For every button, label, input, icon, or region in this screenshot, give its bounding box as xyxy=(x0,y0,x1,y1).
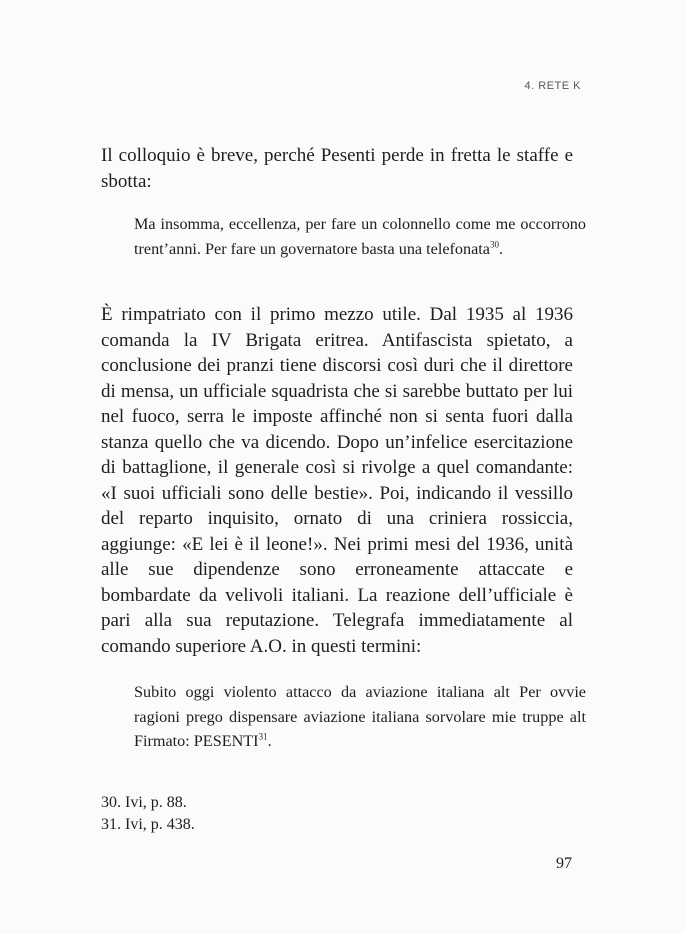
quote-2-text: Subito oggi violento attacco da aviazione italiana alt Per ovvie ragioni prego dispensare aviazione italiana sorvolare mie truppe alt Firmato: PESENTI xyxy=(134,683,586,750)
footnotes xyxy=(101,792,195,836)
running-header: 4. RETE K xyxy=(524,80,581,92)
quote-1-end: . xyxy=(498,239,504,258)
paragraph-1: Il colloquio è breve, perché Pesenti perde in fretta le staffe e sbotta: xyxy=(101,145,573,192)
footnote-30: 30. Ivi, p. 88. xyxy=(101,794,187,811)
quote-2-end: . xyxy=(267,732,272,750)
footnote-ref-30: 30 xyxy=(489,239,499,250)
footnote-ref-31: 31 xyxy=(258,731,268,742)
quote-1-text: Ma insomma, eccellenza, per fare un colonnello come me occorrono trent’anni. Per fare un governatore basta una telefonata xyxy=(134,215,586,258)
paragraph-2: È rimpatriato con il primo mezzo utile. Dal 1935 al 1936 comanda la IV Brigata eritrea. Antifascista spietato, a conclusione dei pranzi tiene discorsi così duri che il direttore di mensa, un ufficiale squadrista che si sarebbe buttato per lui nel fuoco, serra le imposte affinché non si senta fuori dalla stanza quello che va dicendo. Dopo un’infelice esercitazione di battaglione, il generale così si rivolge a quel comandante: «I suoi ufficiali sono delle bestie». Poi, indicando il vessillo del reparto inquisito, ornato di una criniera rossiccia, aggiunge: «E lei è il leone!». Nei primi mesi del 1936, unità alle sue dipendenze sono erroneamente attaccate e bombardate da velivoli italiani. La reazione dell’ufficiale è pari alla sua reputazione. Telegrafa immediatamente al comando superiore A.O. in questi termini: xyxy=(101,304,573,657)
page-number: 97 xyxy=(556,855,572,872)
footnote-31: 31. Ivi, p. 438. xyxy=(101,816,195,833)
block-quote-2 xyxy=(134,680,586,754)
block-quote-1 xyxy=(134,212,586,261)
